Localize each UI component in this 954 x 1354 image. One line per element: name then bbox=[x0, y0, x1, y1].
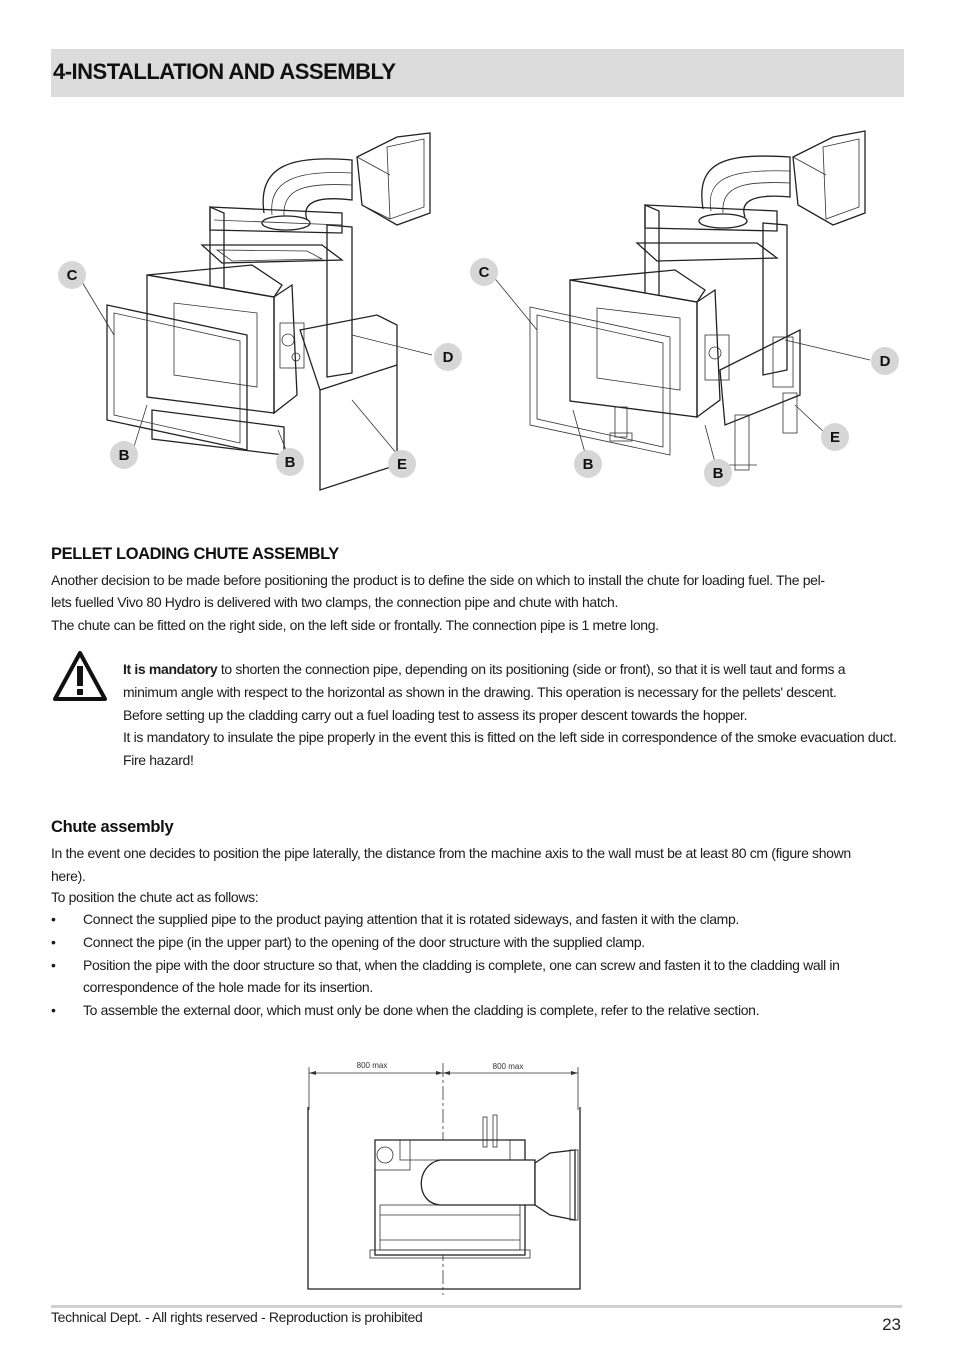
svg-text:B: B bbox=[712, 465, 724, 482]
section-title-bar bbox=[51, 49, 904, 97]
warning-paragraph-1 bbox=[123, 658, 903, 704]
svg-text:B: B bbox=[284, 454, 296, 471]
warning-paragraph-1-rest: to shorten the connection pipe, depending on its positioning (side or front), so that it is well taut and forms a minimum angle with respect to the horizontal as shown in the drawing. This operation is necessary for the pellets' descent. bbox=[123, 661, 846, 700]
callout-e-right bbox=[821, 423, 849, 451]
callout-e-left bbox=[388, 450, 416, 478]
svg-text:C: C bbox=[66, 267, 78, 284]
assembly-illustration-left bbox=[52, 125, 472, 500]
svg-text:D: D bbox=[879, 353, 891, 370]
page-number: 23 bbox=[882, 1315, 901, 1334]
callout-d-left bbox=[434, 343, 462, 371]
chute-section-heading: Chute assembly bbox=[51, 818, 174, 836]
svg-text:E: E bbox=[396, 456, 408, 473]
warning-paragraph-2: Before setting up the cladding carry out a fuel loading test to assess its proper descent towards the hopper. bbox=[123, 706, 748, 723]
svg-text:B: B bbox=[582, 456, 594, 473]
warning-text bbox=[123, 658, 903, 772]
chute-intro: In the event one decides to position the pipe laterally, the distance from the machine axis to the wall must be at least 80 cm (figure shown here). bbox=[51, 845, 851, 884]
chute-dimension-drawing bbox=[300, 1055, 590, 1300]
warning-paragraph-3: It is mandatory to insulate the pipe properly in the event this is fitted on the left side in correspondence of the smoke evacuation duct. Fire hazard! bbox=[123, 729, 897, 769]
callout-b1-left bbox=[110, 441, 138, 469]
callout-c-right bbox=[470, 258, 498, 286]
section-title: 4-INSTALLATION AND ASSEMBLY bbox=[53, 59, 396, 84]
dimension-label-right: 800 max bbox=[492, 1062, 524, 1071]
callout-b2-right bbox=[704, 459, 732, 487]
list-item: • To assemble the external door, which must only be done when the cladding is complete, refer to the relative section. bbox=[51, 1002, 760, 1019]
dimension-label-left: 800 max bbox=[356, 1061, 388, 1070]
svg-text:E: E bbox=[829, 429, 841, 446]
chute-lead: To position the chute act as follows: bbox=[51, 889, 259, 905]
warning-bold-lead: It is mandatory bbox=[123, 661, 218, 677]
pellet-paragraph-line-2: lets fuelled Vivo 80 Hydro is delivered with two clamps, the connection pipe and chute with hatch. bbox=[51, 594, 619, 610]
list-item: • Position the pipe with the door structure so that, when the cladding is complete, one can screw and fasten it to the cladding wall in correspondence of the hole made for its insertion. bbox=[51, 956, 840, 996]
list-item: • Connect the pipe (in the upper part) to the opening of the door structure with the supplied clamp. bbox=[51, 933, 645, 950]
chute-steps-list bbox=[51, 908, 907, 1022]
callout-b1-right bbox=[574, 450, 602, 478]
footer-divider bbox=[51, 1305, 902, 1308]
svg-text:D: D bbox=[442, 349, 454, 366]
pellet-section-heading: PELLET LOADING CHUTE ASSEMBLY bbox=[51, 545, 339, 563]
assembly-illustration-right bbox=[465, 125, 905, 500]
callout-d-right bbox=[871, 347, 899, 375]
pellet-paragraph-line-3: The chute can be fitted on the right side, on the left side or frontally. The connection pipe is 1 metre long. bbox=[51, 617, 659, 633]
footer-copyright: Technical Dept. - All rights reserved - Reproduction is prohibited bbox=[51, 1309, 423, 1325]
warning-icon bbox=[52, 650, 108, 702]
svg-text:C: C bbox=[478, 264, 490, 281]
list-item: • Connect the supplied pipe to the product paying attention that it is rotated sideways, and fasten it with the clamp. bbox=[51, 911, 739, 927]
pellet-paragraph-line-1: Another decision to be made before positioning the product is to define the side on which to install the chute for loading fuel. The pel- bbox=[51, 572, 825, 588]
callout-c-left bbox=[58, 261, 86, 289]
svg-text:B: B bbox=[118, 447, 130, 464]
callout-b2-left bbox=[276, 448, 304, 476]
